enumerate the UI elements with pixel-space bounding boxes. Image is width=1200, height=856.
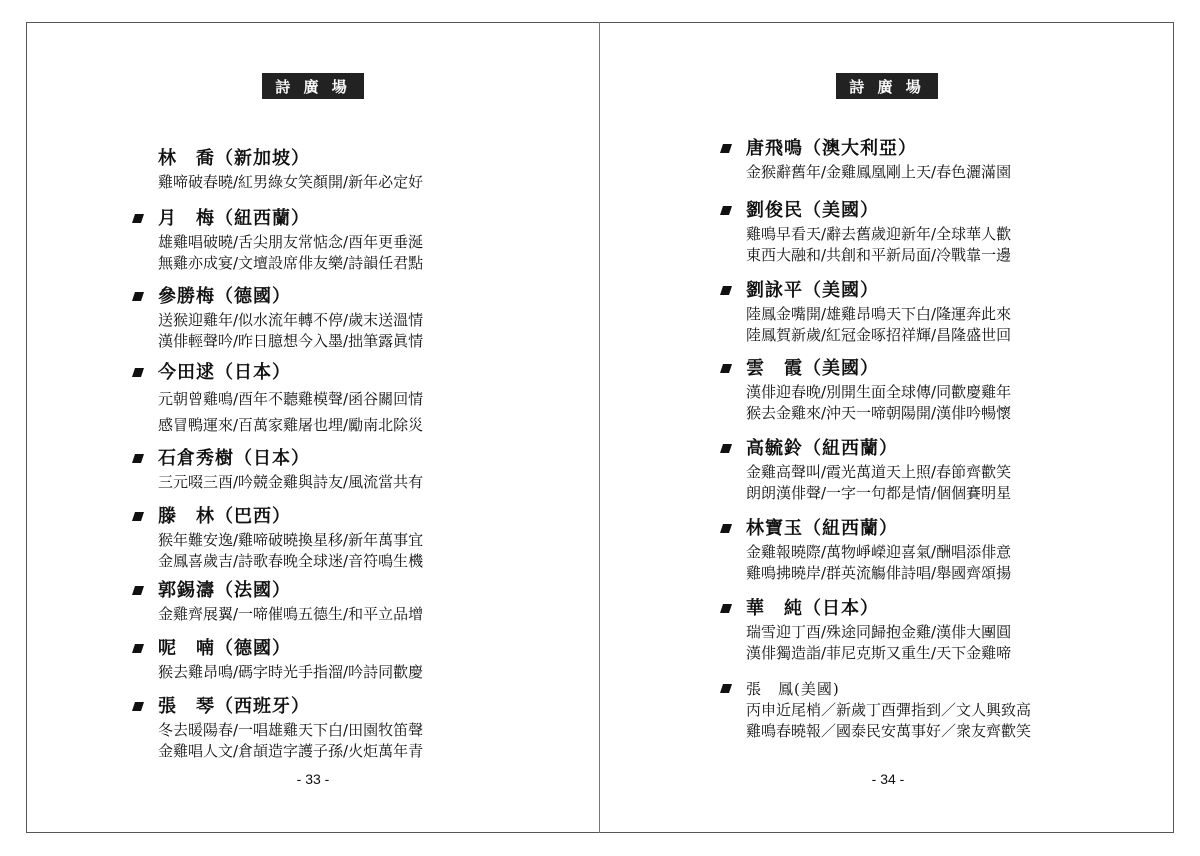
poem-entry [132,146,423,193]
poet-name: 呢 喃（德國） [158,638,291,659]
bullet-icon [132,214,144,223]
poem-entry [132,636,423,683]
poet-row [720,198,1011,224]
bullet-icon [132,586,144,595]
poem-line: 金雞高聲叫/霞光萬道天上照/春節齊歡笑 [746,463,1012,481]
poem-line: 金鳳喜歲吉/詩歌春晚全球迷/音符鳴生機 [158,552,424,570]
left-page [26,22,599,833]
poet-name: 今田逑（日本） [158,362,291,383]
bullet-icon [132,368,144,377]
poem-entry [132,694,423,762]
poem-entry [720,356,1011,424]
bullet-icon [720,286,732,295]
poem-line: 金雞唱人文/倉頡造字護子孫/火炬萬年青 [158,742,424,760]
poem-entry [720,136,1011,183]
poem-line: 送猴迎雞年/似水流年轉不停/歲末送溫情 [158,311,424,329]
poet-name: 月 梅（紐西蘭） [158,208,310,229]
poem-line: 三元啜三酉/吟競金雞與詩友/風流當共有 [158,473,424,491]
bullet-icon [720,524,732,533]
poem-line: 丙申近尾梢／新歲丁酉彈指到／文人興致高 [746,701,1032,719]
bullet-icon [132,454,144,463]
poet-name: 高毓鈴（紐西蘭） [746,438,898,459]
poet-name: 劉俊民（美國） [746,200,879,221]
poem-line: 朗朗漢俳聲/一字一句都是情/個個賽明星 [746,484,1012,502]
poet-name: 張 琴（西班牙） [158,696,310,717]
poem-line: 無雞亦成宴/文壇設席俳友樂/詩韻任君點 [158,254,424,272]
poem-entry [132,284,423,352]
poem-line: 猴年難安逸/雞啼破曉換星移/新年萬事宜 [158,531,424,549]
poem-line: 漢俳輕聲吟/昨日臆想今入墨/拙筆露眞情 [158,332,424,350]
poet-name: 郭錫濤（法國） [158,580,291,601]
poet-name: 林 喬（新加坡） [158,148,310,169]
poem-line: 元朝曾雞鳴/酉年不聽雞模聲/函谷關回情 [158,390,424,408]
poem-entry [132,504,423,572]
poet-row [132,636,423,662]
poet-row [132,284,423,310]
poet-row [720,278,1011,304]
poet-row [132,360,423,386]
poet-row [720,678,1031,700]
section-header: 詩 廣 場 [262,73,364,99]
poem-line: 雞鳴春曉報／國泰民安萬事好／衆友齊歡笑 [746,722,1032,740]
poet-name: 張 鳳(美國) [746,680,840,698]
section-header: 詩 廣 場 [836,73,938,99]
bullet-icon [720,444,732,453]
bullet-icon [132,512,144,521]
poet-name: 唐飛鳴（澳大利亞） [746,138,917,159]
poem-line: 陸鳳賀新歲/紅冠金啄招祥輝/昌隆盛世回 [746,326,1012,344]
bullet-icon [720,604,732,613]
poet-name: 林寶玉（紐西蘭） [746,518,898,539]
poet-name: 華 純（日本） [746,598,879,619]
poet-row [132,504,423,530]
bullet-icon [720,364,732,373]
poem-line: 金雞報曉際/萬物崢嶸迎喜氣/酬唱添俳意 [746,543,1012,561]
poem-line: 冬去暖陽春/一唱雄雞天下白/田園牧笛聲 [158,721,424,739]
bullet-icon [132,644,144,653]
poet-name: 滕 林（巴西） [158,506,291,527]
poet-name: 劉詠平（美國） [746,280,879,301]
poem-line: 漢俳迎春晚/別開生面全球傳/同歡慶雞年 [746,383,1012,401]
poem-line: 猴去雞昂鳴/碼字時光手指溜/吟詩同歡慶 [158,663,424,681]
poem-line: 陸鳳金嘴開/雄雞昂鳴天下白/隆運奔此來 [746,305,1012,323]
poet-row [132,694,423,720]
poem-line: 東西大融和/共創和平新局面/冷戰靠一邊 [746,246,1012,264]
poem-entry [132,206,423,274]
poet-row [720,436,1011,462]
poem-line: 雞鳴拂曉岸/群英流觴俳詩唱/舉國齊頌揚 [746,564,1012,582]
poem-line: 漢俳獨造詣/菲尼克斯又重生/天下金雞啼 [746,644,1012,662]
poem-entry [132,360,423,438]
poet-row [132,146,423,172]
poem-entry [720,278,1011,346]
poet-row [720,516,1011,542]
poem-entry [132,578,423,625]
bullet-icon [132,702,144,711]
poet-name: 參勝梅（德國） [158,286,291,307]
right-page [600,22,1174,833]
poet-row [132,446,423,472]
poet-row [132,206,423,232]
poem-entry [132,446,423,493]
poem-line: 雞啼破春曉/紅男綠女笑顏開/新年必定好 [158,173,424,191]
poet-row [720,596,1011,622]
poet-row [132,578,423,604]
poem-entry [720,198,1011,266]
poem-entry [720,436,1011,504]
poet-name: 石倉秀樹（日本） [158,448,310,469]
poet-row [720,136,1011,162]
bullet-icon [720,684,732,693]
poem-line: 瑞雪迎丁酉/殊途同歸抱金雞/漢俳大團圓 [746,623,1012,641]
poem-entry [720,596,1011,664]
poem-entry [720,516,1011,584]
poet-row [720,356,1011,382]
page-number: - 33 - [296,771,330,787]
poem-line: 雞鳴早看天/辭去舊歲迎新年/全球華人歡 [746,225,1012,243]
poem-line: 雄雞唱破曉/舌尖朋友常惦念/酉年更垂涎 [158,233,424,251]
poem-line: 金雞齊展翼/一啼催鳴五德生/和平立品增 [158,605,424,623]
page-number: - 34 - [871,771,905,787]
poem-line: 猴去金雞來/沖天一啼朝陽開/漢俳吟暢懷 [746,404,1012,422]
poem-entry [720,678,1031,742]
bullet-icon [720,144,732,153]
bullet-icon [720,206,732,215]
poem-line: 感冒鴨運來/百萬家雞屠也埋/勵南北除災 [158,416,424,434]
bullet-icon [132,292,144,301]
poem-line: 金猴辭舊年/金雞鳳凰剛上天/春色灑滿園 [746,163,1012,181]
poet-name: 雲 霞（美國） [746,358,879,379]
